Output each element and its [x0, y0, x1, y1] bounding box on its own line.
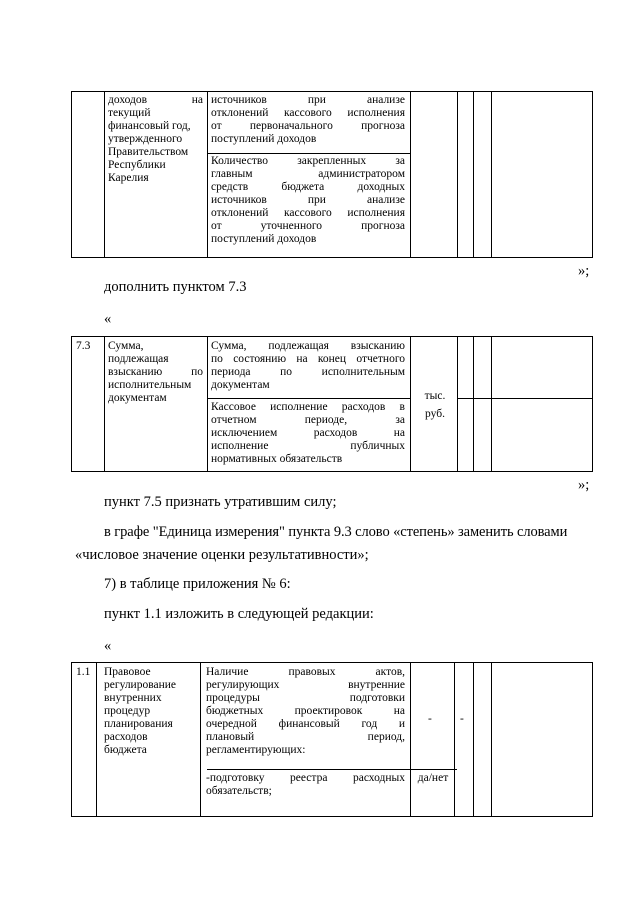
text-line: тыс.	[424, 390, 446, 402]
text-line: периода по исполнительным	[211, 366, 405, 378]
paragraph-add-point: дополнить пунктом 7.3	[104, 279, 247, 295]
text-line: доходов на	[108, 94, 203, 106]
text-line: источников при анализе	[211, 194, 405, 206]
text-line: источников при анализе	[211, 94, 405, 106]
table-3-indicator-1	[206, 666, 405, 757]
text-line: плановый период,	[206, 731, 405, 743]
text-line: документам	[211, 379, 270, 391]
text-line: процедуры подготовки	[206, 692, 405, 704]
text-line: внутренних	[104, 692, 162, 704]
dash-value: -	[460, 713, 464, 725]
text-line: Республики	[108, 159, 166, 171]
text-line: Кассовое исполнение расходов в	[211, 401, 405, 413]
close-quote: »;	[578, 477, 590, 493]
close-quote: »;	[578, 263, 590, 279]
text-line: Сумма, подлежащая взысканию	[211, 340, 405, 352]
text-line: руб.	[425, 408, 445, 420]
dash-value: -	[428, 713, 432, 725]
text-line: нормативных обязательств	[211, 453, 343, 465]
text-line: очередной финансовый год и	[206, 718, 405, 730]
text-line: Сумма,	[108, 340, 144, 352]
text-line: Наличие правовых актов,	[206, 666, 405, 678]
table-2-indicator-2	[211, 401, 405, 466]
text-line: утвержденного	[108, 133, 183, 145]
paragraph-9-3-line-1: в графе "Единица измерения" пункта 9.3 слово «степень» заменить словами	[104, 524, 568, 540]
text-line: отклонений кассового исполнения	[211, 207, 405, 219]
text-line: от уточненного прогноза	[211, 220, 405, 232]
text-line: подлежащая	[108, 353, 169, 365]
paragraph-7-5: пункт 7.5 признать утратившим силу;	[104, 494, 337, 510]
text-line: финансовый год,	[108, 120, 191, 132]
text-line: регулирование	[104, 679, 177, 691]
text-line: Количество закрепленных за	[211, 155, 405, 167]
paragraph-9-3-line-2: «числовое значение оценки результативности»;	[75, 547, 369, 563]
unit-yes-no: да/нет	[417, 772, 449, 784]
table-1-indicator-2	[211, 155, 405, 246]
text-line: Карелия	[108, 172, 149, 184]
text-line: бюджетных проектировок на	[206, 705, 405, 717]
unit-cell	[420, 390, 450, 421]
text-line: средств бюджета доходных	[211, 181, 405, 193]
text-line: исполнение публичных	[211, 440, 405, 452]
open-quote: «	[104, 311, 112, 327]
table-1-indicator-1	[211, 94, 405, 146]
text-line: регламентирующих:	[206, 744, 306, 756]
text-line: главным администратором	[211, 168, 405, 180]
paragraph-7: 7) в таблице приложения № 6:	[104, 576, 291, 592]
text-line: обязательств;	[206, 785, 272, 797]
table-3-indicator-2	[206, 772, 405, 798]
text-line: процедур	[104, 705, 151, 717]
text-line: текущий	[108, 107, 151, 119]
text-line: регулирующих внутренние	[206, 679, 405, 691]
row-number: 7.3	[76, 340, 91, 352]
text-line: документам	[108, 392, 167, 404]
table-3-name-cell	[104, 666, 198, 757]
text-line: по состоянию на конец отчетного	[211, 353, 405, 365]
row-number: 1.1	[76, 666, 91, 678]
text-line: бюджета	[104, 744, 147, 756]
text-line: Правовое	[104, 666, 151, 678]
text-line: поступлений доходов	[211, 133, 317, 145]
table-2-name-cell	[108, 340, 203, 405]
text-line: поступлений доходов	[211, 233, 317, 245]
text-line: от первоначального прогноза	[211, 120, 405, 132]
paragraph-1-1: пункт 1.1 изложить в следующей редакции:	[104, 606, 374, 622]
text-line: исполнительным	[108, 379, 192, 391]
text-line: Правительством	[108, 146, 189, 158]
table-2-indicator-1	[211, 340, 405, 392]
open-quote: «	[104, 638, 112, 654]
table-1-name-cell	[108, 94, 203, 185]
text-line: планирования	[104, 718, 173, 730]
text-line: -подготовку реестра расходных	[206, 772, 405, 784]
text-line: взысканию по	[108, 366, 203, 378]
text-line: отклонений кассового исполнения	[211, 107, 405, 119]
text-line: исключением расходов на	[211, 427, 405, 439]
text-line: отчетном периоде, за	[211, 414, 405, 426]
text-line: расходов	[104, 731, 148, 743]
